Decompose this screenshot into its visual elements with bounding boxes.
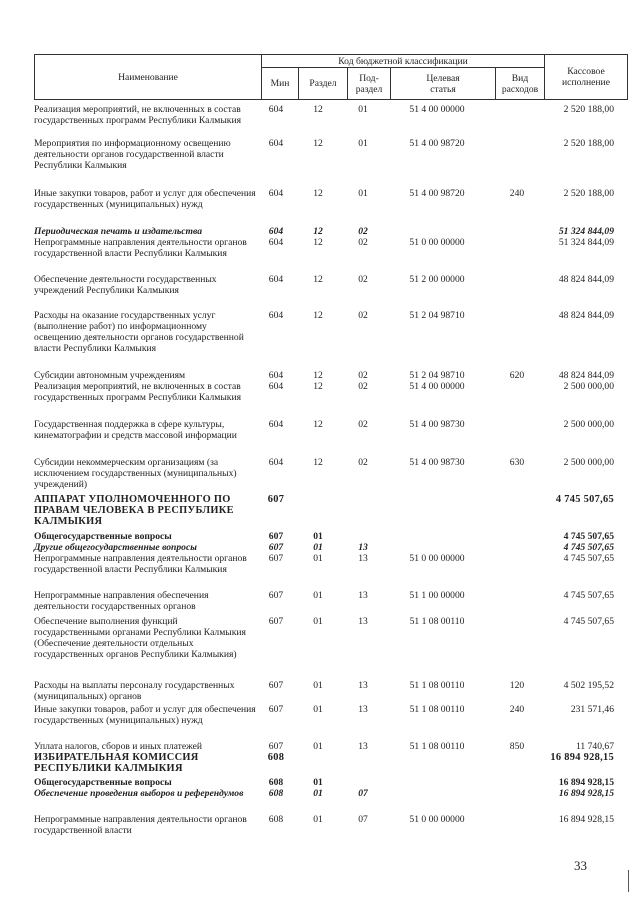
cell-podrazdel: 13: [358, 542, 368, 553]
cell-min: 604: [268, 370, 284, 381]
cell-summa: 4 745 507,65: [555, 494, 614, 505]
cell-summa: 4 745 507,65: [563, 616, 614, 627]
cell-name: Иные закупки товаров, работ и услуг для обеспечения государственных (муниципальных) нужд: [34, 704, 256, 726]
cell-name: Обеспечение деятельности государственных учреждений Республики Калмыкия: [34, 274, 217, 296]
cell-summa: 11 740,67: [575, 741, 614, 752]
cell-min: 608: [268, 788, 284, 799]
cell-celevaya: 51 4 00 98720: [409, 138, 465, 149]
cell-summa: 4 502 195,52: [563, 680, 614, 691]
cell-podrazdel: 02: [358, 381, 368, 392]
cell-vid: 850: [509, 741, 525, 752]
cell-name: Непрограммные направления деятельности органов государственной власти: [34, 814, 247, 836]
cell-summa: 231 571,46: [570, 704, 614, 715]
cell-name: Реализация мероприятий, не включенных в состав государственных программ Республики Калмыкия: [34, 381, 241, 403]
cell-vid: 240: [509, 704, 525, 715]
header-razdel: Раздел: [299, 68, 348, 100]
cell-min: 607: [268, 680, 284, 691]
cell-celevaya: 51 1 08 00110: [409, 704, 465, 715]
header-name: Наименование: [35, 55, 262, 100]
cell-name: Расходы на выплаты персоналу государственных (муниципальных) органов: [34, 680, 235, 702]
cell-name: Мероприятия по информационному освещению деятельности органов государственной власти Республики Калмыкия: [34, 138, 231, 171]
cell-min: 607: [268, 542, 284, 553]
cell-name: АППАРАТ УПОЛНОМОЧЕННОГО ПО ПРАВАМ ЧЕЛОВЕКА В РЕСПУБЛИКЕ КАЛМЫКИЯ: [34, 494, 234, 527]
cell-podrazdel: 01: [358, 138, 368, 149]
cell-name: Непрограммные направления деятельности органов государственной власти Республики Калмыкия: [34, 553, 247, 575]
cell-min: 607: [267, 494, 285, 505]
cell-celevaya: 51 0 00 00000: [409, 553, 465, 564]
cell-celevaya: 51 4 00 00000: [409, 104, 465, 115]
cell-summa: 4 745 507,65: [563, 531, 614, 542]
header-vid: Вид расходов: [496, 68, 545, 100]
cell-summa: 51 324 844,09: [558, 226, 614, 237]
cell-celevaya: 51 4 00 00000: [409, 381, 465, 392]
cell-podrazdel: 07: [358, 788, 368, 799]
cell-celevaya: 51 2 00 00000: [409, 274, 465, 285]
cell-summa: 2 520 188,00: [563, 104, 614, 115]
cell-name: Общегосударственные вопросы: [34, 777, 172, 788]
cell-podrazdel: 02: [358, 310, 368, 321]
table-header: [34, 54, 628, 100]
cell-podrazdel: 13: [358, 704, 368, 715]
cell-summa: 2 500 000,00: [563, 419, 614, 430]
cell-podrazdel: 07: [358, 814, 368, 825]
cell-celevaya: 51 4 00 98730: [409, 419, 465, 430]
cell-summa: 16 894 928,15: [550, 752, 614, 763]
cell-podrazdel: 02: [358, 457, 368, 468]
cell-podrazdel: 02: [358, 237, 368, 248]
cell-summa: 4 745 507,65: [563, 553, 614, 564]
cell-min: 608: [268, 777, 284, 788]
cell-summa: 16 894 928,15: [558, 788, 614, 799]
cell-min: 604: [268, 419, 284, 430]
header-min: Мин: [262, 68, 299, 100]
cell-podrazdel: 01: [358, 104, 368, 115]
cell-podrazdel: 02: [358, 419, 368, 430]
cell-razdel: 01: [313, 590, 323, 601]
header-podrazdel: Под- раздел: [348, 68, 391, 100]
cell-celevaya: 51 1 00 00000: [409, 590, 465, 601]
cell-vid: 630: [509, 457, 525, 468]
cell-razdel: 01: [313, 814, 323, 825]
cell-name: Государственная поддержка в сфере культуры, кинематографии и средств массовой информации: [34, 419, 237, 441]
cell-razdel: 12: [313, 310, 323, 321]
cell-podrazdel: 02: [358, 370, 368, 381]
cell-min: 608: [267, 752, 285, 763]
cell-name: Субсидии некоммерческим организациям (за исключением государственных (муниципальных) учреждений): [34, 457, 237, 490]
cell-name: ИЗБИРАТЕЛЬНАЯ КОМИССИЯ РЕСПУБЛИКИ КАЛМЫКИЯ: [34, 752, 199, 774]
cell-name: Другие общегосударственные вопросы: [34, 542, 197, 553]
cell-name: Общегосударственные вопросы: [34, 531, 172, 542]
page-number: 33: [574, 858, 587, 873]
cell-name: Периодическая печать и издательства: [34, 226, 202, 237]
cell-razdel: 01: [313, 704, 323, 715]
cell-summa: 51 324 844,09: [558, 237, 614, 248]
cell-name: Расходы на оказание государственных услуг (выполнение работ) по информационному освещению деятельности органов государственной власти Республики Калмыкия: [34, 310, 244, 354]
cell-min: 607: [268, 590, 284, 601]
cell-razdel: 01: [313, 741, 323, 752]
cell-podrazdel: 02: [358, 274, 368, 285]
cell-name: Обеспечение проведения выборов и референдумов: [34, 788, 244, 799]
cell-summa: 48 824 844,09: [558, 370, 614, 381]
cell-celevaya: 51 0 00 00000: [409, 814, 465, 825]
cell-celevaya: 51 0 00 00000: [409, 237, 465, 248]
cell-celevaya: 51 1 08 00110: [409, 741, 465, 752]
cell-min: 604: [268, 226, 284, 237]
cell-podrazdel: 13: [358, 680, 368, 691]
cell-min: 607: [268, 704, 284, 715]
cell-podrazdel: 13: [358, 553, 368, 564]
cell-summa: 48 824 844,09: [558, 310, 614, 321]
header-kassovoe: Кассовое исполнение: [545, 55, 628, 100]
cell-summa: 2 500 000,00: [563, 381, 614, 392]
cell-razdel: 01: [313, 777, 323, 788]
cell-name: Реализация мероприятий, не включенных в состав государственных программ Республики Калмыкия: [34, 104, 241, 126]
cell-vid: 240: [509, 188, 525, 199]
cell-summa: 2 520 188,00: [563, 138, 614, 149]
cell-razdel: 12: [313, 457, 323, 468]
cell-min: 604: [268, 104, 284, 115]
cell-vid: 120: [509, 680, 525, 691]
cell-min: 608: [268, 814, 284, 825]
cell-razdel: 12: [313, 104, 323, 115]
cell-podrazdel: 13: [358, 741, 368, 752]
cell-name: Обеспечение выполнения функций государственными органами Республики Калмыкия (Обеспечение деятельности отдельных государственных органов Республики Калмыкия): [34, 616, 246, 660]
cell-razdel: 01: [313, 616, 323, 627]
cell-celevaya: 51 2 04 98710: [409, 310, 465, 321]
cell-podrazdel: 02: [358, 226, 368, 237]
cell-razdel: 12: [313, 274, 323, 285]
cell-min: 604: [268, 457, 284, 468]
cell-celevaya: 51 2 04 98710: [409, 370, 465, 381]
cell-razdel: 12: [313, 237, 323, 248]
cell-razdel: 01: [313, 553, 323, 564]
cell-summa: 48 824 844,09: [558, 274, 614, 285]
cell-name: Субсидии автономным учреждениям: [34, 370, 186, 381]
cell-podrazdel: 01: [358, 188, 368, 199]
scan-mark: [628, 870, 629, 892]
cell-summa: 2 520 188,00: [563, 188, 614, 199]
cell-min: 607: [268, 531, 284, 542]
cell-razdel: 12: [313, 370, 323, 381]
cell-razdel: 12: [313, 381, 323, 392]
cell-celevaya: 51 4 00 98720: [409, 188, 465, 199]
cell-summa: 16 894 928,15: [558, 777, 614, 788]
cell-min: 604: [268, 188, 284, 199]
cell-razdel: 01: [313, 542, 323, 553]
cell-name: Непрограммные направления деятельности органов государственной власти Республики Калмыкия: [34, 237, 247, 259]
cell-min: 604: [268, 274, 284, 285]
cell-summa: 4 745 507,65: [563, 590, 614, 601]
cell-podrazdel: 13: [358, 590, 368, 601]
cell-celevaya: 51 1 08 00110: [409, 616, 465, 627]
cell-celevaya: 51 1 08 00110: [409, 680, 465, 691]
header-celevaya: Целевая статья: [391, 68, 496, 100]
cell-name: Непрограммные направления обеспечения деятельности государственных органов: [34, 590, 209, 612]
cell-min: 607: [268, 741, 284, 752]
cell-summa: 2 500 000,00: [563, 457, 614, 468]
cell-razdel: 12: [313, 419, 323, 430]
cell-min: 604: [268, 381, 284, 392]
cell-podrazdel: 13: [358, 616, 368, 627]
cell-razdel: 01: [313, 788, 323, 799]
cell-celevaya: 51 4 00 98730: [409, 457, 465, 468]
cell-min: 607: [268, 616, 284, 627]
cell-razdel: 12: [313, 188, 323, 199]
cell-razdel: 01: [313, 531, 323, 542]
cell-summa: 16 894 928,15: [558, 814, 614, 825]
cell-name: Иные закупки товаров, работ и услуг для обеспечения государственных (муниципальных) нужд: [34, 188, 256, 210]
cell-min: 604: [268, 237, 284, 248]
cell-min: 607: [268, 553, 284, 564]
cell-name: Уплата налогов, сборов и иных платежей: [34, 741, 203, 752]
cell-razdel: 12: [313, 138, 323, 149]
cell-vid: 620: [509, 370, 525, 381]
cell-summa: 4 745 507,65: [563, 542, 614, 553]
cell-razdel: 01: [313, 680, 323, 691]
cell-min: 604: [268, 138, 284, 149]
cell-min: 604: [268, 310, 284, 321]
header-code-group: Код бюджетной классификации: [262, 55, 545, 68]
cell-razdel: 12: [313, 226, 323, 237]
